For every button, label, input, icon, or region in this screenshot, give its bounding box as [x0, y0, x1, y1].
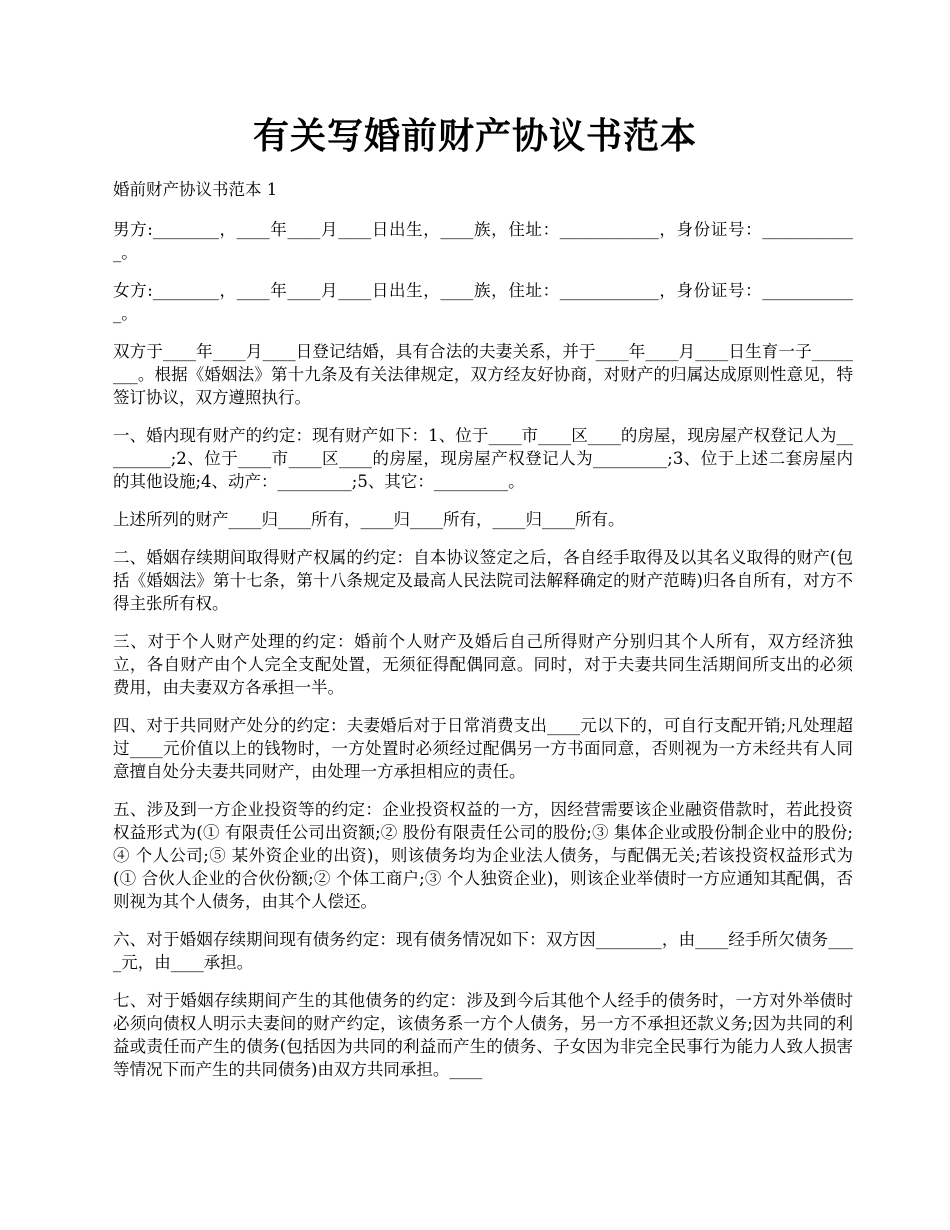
paragraph-clause-2: 二、婚姻存续期间取得财产权属的约定：自本协议签定之后，各自经手取得及以其名义取得的财产(包括《婚姻法》第十七条，第十八条规定及最高人民法院司法解释确定的财产范畴)归各自所有，对方不得主张所有权。: [113, 548, 853, 613]
paragraph-preamble: 双方于____年____月____日登记结婚，具有合法的夫妻关系，并于____年____月____日生育一子________。根据《婚姻法》第十九条及有关法律规定，双方经友好协商，对财产的归属达成原则性意见，特签订协议，双方遵照执行。: [113, 342, 853, 407]
paragraph-ownership-list: 上述所列的财产____归____所有，____归____所有，____归____所有。: [113, 510, 625, 529]
paragraph-clause-1: 一、婚内现有财产的约定：现有财产如下：1、位于____市____区____的房屋，现房屋产权登记人为_________;2、位于____市____区____的房屋，现房屋产权登记人为_________;3、位于上述二套房屋内的其他设施;4、动产：_________;5、其它：_________。: [113, 426, 853, 491]
paragraph-clause-6: 六、对于婚姻存续期间现有债务约定：现有债务情况如下：双方因________，由____经手所欠债务____元，由____承担。: [113, 930, 853, 972]
document-body: [113, 178, 853, 1096]
document-title: 有关写婚前财产协议书范本: [252, 115, 697, 157]
paragraph-female-party: 女方:________，____年____月____日出生，____族，住址：____________，身份证号：____________。: [113, 281, 853, 323]
document-subtitle: 婚前财产协议书范本 1: [113, 180, 278, 199]
paragraph-clause-7: 七、对于婚姻存续期间产生的其他债务的约定：涉及到今后其他个人经手的债务时，一方对外举债时必须向债权人明示夫妻间的财产约定，该债务系一方个人债务，另一方不承担还款义务;因为共同的利益或责任而产生的债务(包括因为共同的利益而产生的债务、子女因为非完全民事行为能力人致人损害等情况下而产生的共同债务)由双方共同承担。____: [113, 991, 853, 1079]
paragraph-male-party: 男方:________，____年____月____日出生，____族，住址：____________，身份证号：____________。: [113, 220, 853, 262]
paragraph-clause-4: 四、对于共同财产处分的约定：夫妻婚后对于日常消费支出____元以下的，可自行支配开销;凡处理超过____元价值以上的钱物时，一方处置时必须经过配偶另一方书面同意，否则视为一方未经共有人同意擅自处分夫妻共同财产，由处理一方承担相应的责任。: [113, 716, 853, 781]
paragraph-clause-3: 三、对于个人财产处理的约定：婚前个人财产及婚后自己所得财产分别归其个人所有，双方经济独立，各自财产由个人完全支配处置，无须征得配偶同意。同时，对于夫妻共同生活期间所支出的必须费用，由夫妻双方各承担一半。: [113, 632, 853, 697]
paragraph-clause-5: 五、涉及到一方企业投资等的约定：企业投资权益的一方，因经营需要该企业融资借款时，若此投资权益形式为(① 有限责任公司出资额;② 股份有限责任公司的股份;③ 集体企业或股份制企业中的股份;④ 个人公司;⑤ 某外资企业的出资)，则该债务均为企业法人债务，与配偶无关;若该投资权益形式为(① 合伙人企业的合伙份额;② 个体工商户;③ 个人独资企业)，则该企业举债时一方应通知其配偶，否则视为其个人债务，由其个人偿还。: [113, 800, 853, 911]
